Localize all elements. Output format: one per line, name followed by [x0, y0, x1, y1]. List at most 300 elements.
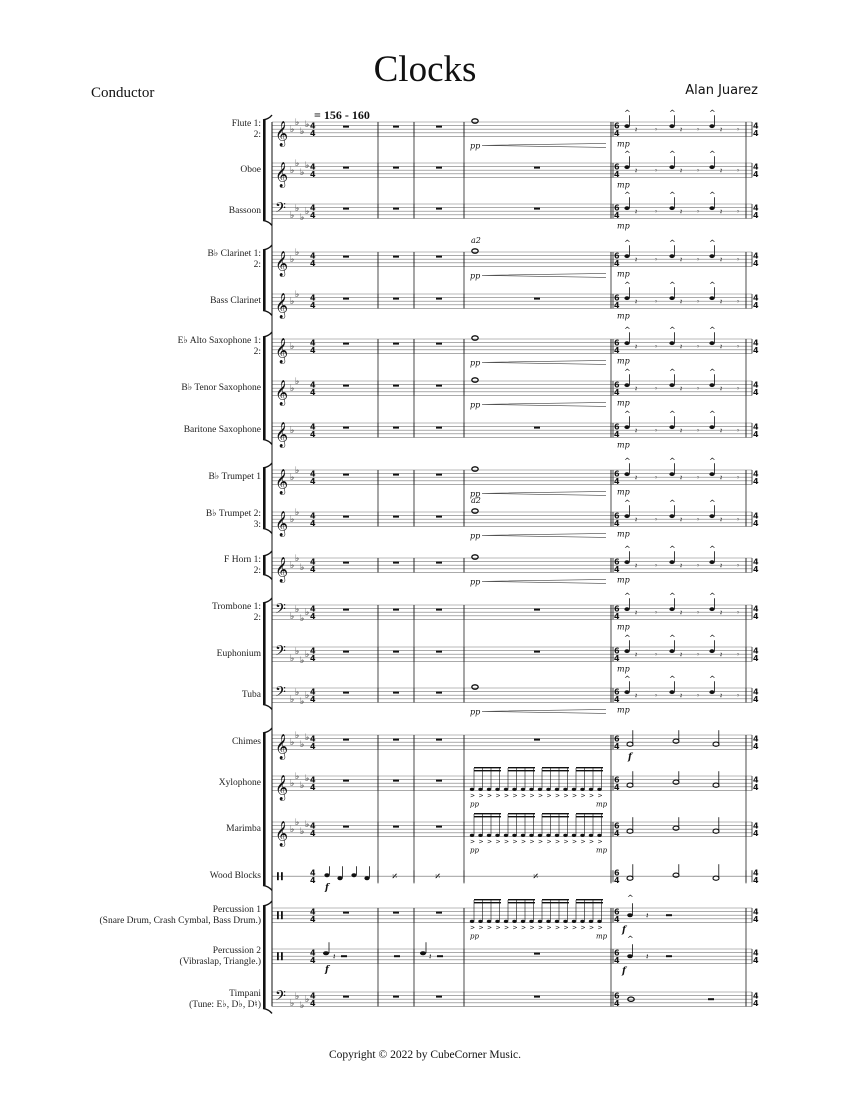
instrument-name: Baritone Saxophone: [183, 425, 261, 436]
svg-text:♭: ♭: [300, 740, 305, 750]
svg-text:𝄽: 𝄽: [720, 427, 723, 436]
svg-text:𝄢: 𝄢: [275, 643, 286, 663]
svg-text:>: >: [504, 838, 510, 846]
svg-text:♭: ♭: [300, 656, 305, 666]
svg-text:𝄽: 𝄽: [635, 651, 638, 660]
svg-text:4: 4: [753, 380, 759, 390]
svg-text:♭: ♭: [290, 426, 295, 436]
svg-text:4: 4: [753, 868, 759, 878]
svg-text:>: >: [495, 792, 501, 800]
svg-text:♭: ♭: [295, 377, 300, 387]
svg-text:6: 6: [614, 646, 620, 656]
svg-text:^: ^: [624, 592, 631, 601]
svg-text:4: 4: [753, 742, 759, 752]
svg-text:𝄾: 𝄾: [655, 427, 657, 436]
svg-text:𝄾: 𝄾: [655, 256, 657, 265]
svg-text:4: 4: [753, 477, 759, 487]
svg-text:4: 4: [310, 469, 316, 479]
svg-text:𝄾: 𝄾: [655, 516, 657, 525]
svg-text:pp: pp: [470, 358, 481, 368]
svg-text:𝄽: 𝄽: [720, 385, 723, 394]
svg-text:>: >: [478, 838, 484, 846]
svg-text:𝄾: 𝄾: [737, 208, 739, 217]
svg-text:mp: mp: [617, 139, 630, 149]
svg-text:a2: a2: [471, 236, 481, 245]
svg-text:^: ^: [624, 545, 631, 554]
svg-text:𝄽: 𝄽: [646, 911, 649, 921]
svg-text:>: >: [521, 924, 527, 932]
svg-text:^: ^: [669, 592, 676, 601]
svg-text:>: >: [580, 838, 586, 846]
svg-text:4: 4: [310, 868, 316, 878]
svg-text:4: 4: [753, 301, 759, 311]
svg-text:♭: ♭: [300, 697, 305, 707]
instrument-name: E♭ Alto Saxophone 1:: [177, 336, 261, 347]
svg-text:4: 4: [614, 170, 620, 180]
svg-text:4: 4: [310, 654, 316, 664]
svg-text:4: 4: [310, 687, 316, 697]
svg-text:6: 6: [614, 162, 620, 172]
svg-text:>: >: [470, 924, 476, 932]
svg-text:𝄾: 𝄾: [737, 126, 739, 135]
svg-text:4: 4: [614, 956, 620, 966]
svg-text:4: 4: [614, 876, 620, 886]
svg-text:4: 4: [753, 519, 759, 529]
svg-text:6: 6: [614, 948, 620, 958]
svg-text:♭: ♭: [295, 554, 300, 564]
svg-text:𝄞: 𝄞: [275, 511, 289, 537]
svg-text:4: 4: [753, 907, 759, 917]
instrument-name: Trombone 1:: [211, 602, 261, 613]
svg-text:𝄽: 𝄽: [720, 474, 723, 483]
instrument-name: B♭ Tenor Saxophone: [181, 383, 261, 394]
instrument-subtitle: 2:: [253, 613, 261, 624]
svg-text:^: ^: [624, 675, 631, 684]
svg-text:𝄾: 𝄾: [655, 562, 657, 571]
svg-text:mp: mp: [617, 622, 630, 632]
svg-text:4: 4: [310, 991, 316, 1001]
svg-text:𝄾: 𝄾: [697, 651, 699, 660]
svg-text:♭: ♭: [290, 297, 295, 307]
svg-text:pp: pp: [470, 400, 481, 410]
svg-text:4: 4: [310, 346, 316, 356]
svg-text:4: 4: [614, 129, 620, 139]
svg-text:𝄽: 𝄽: [635, 167, 638, 176]
svg-text:4: 4: [310, 422, 316, 432]
svg-text:>: >: [597, 792, 603, 800]
svg-text:4: 4: [310, 612, 316, 622]
svg-text:>: >: [487, 924, 493, 932]
svg-text:^: ^: [624, 634, 631, 643]
svg-text:𝄽: 𝄽: [635, 609, 638, 618]
svg-text:𝄽: 𝄽: [429, 952, 432, 962]
svg-text:mp: mp: [617, 311, 630, 321]
instrument-subtitle: 2:: [253, 566, 261, 577]
instrument-subtitle: (Vibraslap, Triangle.): [179, 957, 261, 968]
svg-text:^: ^: [624, 150, 631, 159]
svg-text:6: 6: [614, 203, 620, 213]
svg-text:𝄽: 𝄽: [646, 952, 649, 962]
svg-text:𝄞: 𝄞: [275, 380, 289, 406]
svg-text:𝄾: 𝄾: [697, 609, 699, 618]
svg-text:>: >: [512, 792, 518, 800]
svg-text:^: ^: [627, 935, 634, 945]
svg-text:4: 4: [753, 469, 759, 479]
svg-text:♭: ♭: [290, 779, 295, 789]
svg-text:pp: pp: [470, 707, 481, 717]
svg-text:♭: ♭: [300, 127, 305, 137]
svg-text:4: 4: [310, 956, 316, 966]
svg-text:4: 4: [614, 565, 620, 575]
svg-text:^: ^: [709, 239, 716, 248]
svg-text:𝄢: 𝄢: [275, 601, 286, 621]
svg-text:♭: ♭: [305, 207, 310, 217]
svg-text:4: 4: [753, 991, 759, 1001]
svg-text:mp: mp: [596, 932, 608, 941]
svg-text:4: 4: [310, 380, 316, 390]
svg-text:𝄾: 𝄾: [737, 474, 739, 483]
svg-text:♭: ♭: [290, 999, 295, 1009]
svg-text:𝄞: 𝄞: [275, 734, 289, 760]
svg-text:𝄾: 𝄾: [737, 256, 739, 265]
svg-text:>: >: [504, 792, 510, 800]
svg-text:^: ^: [709, 675, 716, 684]
svg-text:♭: ♭: [290, 384, 295, 394]
svg-text:>: >: [563, 838, 569, 846]
tempo-marking: = 156 - 160: [314, 108, 370, 122]
svg-text:6: 6: [614, 293, 620, 303]
svg-text:mp: mp: [617, 398, 630, 408]
svg-text:4: 4: [753, 430, 759, 440]
svg-text:4: 4: [310, 511, 316, 521]
svg-text:𝄾: 𝄾: [655, 167, 657, 176]
svg-text:𝄞: 𝄞: [275, 251, 289, 277]
svg-text:4: 4: [310, 338, 316, 348]
svg-text:4: 4: [310, 783, 316, 793]
svg-text:𝄽: 𝄽: [720, 562, 723, 571]
svg-text:𝄽: 𝄽: [680, 256, 683, 265]
svg-text:4: 4: [753, 775, 759, 785]
instrument-subtitle: 2:: [253, 260, 261, 271]
svg-text:𝄾: 𝄾: [737, 298, 739, 307]
svg-text:4: 4: [310, 907, 316, 917]
svg-text:4: 4: [753, 511, 759, 521]
svg-text:♭: ♭: [300, 781, 305, 791]
svg-text:♭: ♭: [295, 731, 300, 741]
svg-text:f: f: [628, 752, 632, 763]
svg-text:4: 4: [310, 129, 316, 139]
svg-text:^: ^: [669, 281, 676, 290]
instrument-name: B♭ Trumpet 2:: [205, 509, 261, 520]
svg-text:𝄽: 𝄽: [635, 208, 638, 217]
svg-text:𝄢: 𝄢: [275, 200, 286, 220]
svg-text:𝄞: 𝄞: [275, 469, 289, 495]
svg-text:6: 6: [614, 821, 620, 831]
svg-text:♭: ♭: [305, 995, 310, 1005]
svg-text:^: ^: [669, 150, 676, 159]
svg-text:♭: ♭: [295, 772, 300, 782]
composer-name: Alan Juarez: [685, 83, 758, 98]
svg-text:𝄽: 𝄽: [635, 427, 638, 436]
svg-text:4: 4: [753, 129, 759, 139]
svg-text:^: ^: [624, 109, 631, 118]
svg-text:♭: ♭: [295, 159, 300, 169]
svg-text:4: 4: [310, 203, 316, 213]
svg-text:>: >: [538, 924, 544, 932]
svg-text:♭: ♭: [290, 612, 295, 622]
svg-text:pp: pp: [470, 271, 481, 281]
svg-text:𝄽: 𝄽: [680, 562, 683, 571]
svg-text:𝄽: 𝄽: [720, 609, 723, 618]
svg-text:mp: mp: [617, 529, 630, 539]
svg-text:𝄽: 𝄽: [635, 692, 638, 701]
svg-text:>: >: [572, 792, 578, 800]
svg-text:𝄾: 𝄾: [737, 516, 739, 525]
svg-text:pp: pp: [470, 932, 479, 941]
svg-text:6: 6: [614, 604, 620, 614]
svg-text:♭: ♭: [290, 166, 295, 176]
svg-text:4: 4: [753, 915, 759, 925]
svg-text:>: >: [538, 838, 544, 846]
svg-text:𝄽: 𝄽: [635, 298, 638, 307]
svg-text:>: >: [512, 838, 518, 846]
svg-text:>: >: [597, 838, 603, 846]
copyright-notice: Copyright © 2022 by CubeCorner Music.: [328, 1049, 522, 1061]
svg-text:4: 4: [753, 956, 759, 966]
svg-text:mp: mp: [617, 705, 630, 715]
svg-text:4: 4: [310, 604, 316, 614]
svg-text:^: ^: [669, 675, 676, 684]
svg-text:6: 6: [614, 511, 620, 521]
svg-text:4: 4: [753, 251, 759, 261]
svg-text:4: 4: [753, 293, 759, 303]
svg-text:^: ^: [627, 894, 634, 904]
svg-text:mp: mp: [617, 664, 630, 674]
svg-text:^: ^: [669, 368, 676, 377]
svg-text:^: ^: [624, 326, 631, 335]
svg-text:^: ^: [709, 281, 716, 290]
svg-text:𝄎: 𝄎: [533, 870, 539, 884]
svg-text:♭: ♭: [290, 342, 295, 352]
instrument-name: Flute 1:: [231, 119, 261, 130]
svg-text:𝄽: 𝄽: [635, 126, 638, 135]
instrument-name: Bassoon: [228, 206, 261, 217]
svg-text:>: >: [495, 838, 501, 846]
svg-text:𝄽: 𝄽: [680, 208, 683, 217]
svg-text:♭: ♭: [305, 650, 310, 660]
svg-text:>: >: [470, 792, 476, 800]
svg-text:4: 4: [310, 948, 316, 958]
svg-text:>: >: [572, 838, 578, 846]
svg-text:𝄎: 𝄎: [435, 870, 441, 884]
svg-text:𝄾: 𝄾: [697, 474, 699, 483]
svg-text:^: ^: [709, 109, 716, 118]
svg-text:4: 4: [310, 695, 316, 705]
svg-text:𝄽: 𝄽: [720, 516, 723, 525]
svg-text:𝄽: 𝄽: [680, 651, 683, 660]
svg-text:𝄾: 𝄾: [655, 385, 657, 394]
svg-text:^: ^: [669, 191, 676, 200]
svg-text:𝄽: 𝄽: [720, 651, 723, 660]
svg-text:>: >: [546, 838, 552, 846]
svg-text:♭: ♭: [300, 213, 305, 223]
svg-text:𝄽: 𝄽: [680, 692, 683, 701]
instrument-name: Tuba: [241, 690, 261, 701]
svg-text:4: 4: [310, 829, 316, 839]
svg-text:>: >: [521, 838, 527, 846]
svg-text:♭: ♭: [300, 827, 305, 837]
svg-text:>: >: [529, 792, 535, 800]
svg-text:♭: ♭: [305, 691, 310, 701]
score-title: Clocks: [373, 49, 477, 90]
svg-text:a2: a2: [471, 496, 481, 505]
svg-text:4: 4: [753, 876, 759, 886]
svg-text:^: ^: [709, 634, 716, 643]
svg-text:4: 4: [753, 170, 759, 180]
svg-text:^: ^: [669, 109, 676, 118]
svg-text:6: 6: [614, 775, 620, 785]
svg-text:4: 4: [310, 477, 316, 487]
svg-text:𝄾: 𝄾: [737, 343, 739, 352]
svg-text:^: ^: [624, 499, 631, 508]
svg-text:𝄽: 𝄽: [680, 427, 683, 436]
svg-text:4: 4: [753, 612, 759, 622]
svg-text:^: ^: [669, 634, 676, 643]
svg-text:𝄞: 𝄞: [275, 775, 289, 801]
svg-text:4: 4: [753, 259, 759, 269]
svg-text:♭: ♭: [290, 255, 295, 265]
svg-text:>: >: [555, 792, 561, 800]
svg-text:𝄽: 𝄽: [720, 208, 723, 217]
svg-text:♭: ♭: [295, 818, 300, 828]
svg-text:𝄽: 𝄽: [635, 562, 638, 571]
instrument-name: F Horn 1:: [224, 555, 261, 566]
svg-text:f: f: [325, 965, 329, 976]
svg-text:𝄾: 𝄾: [737, 427, 739, 436]
svg-text:^: ^: [709, 545, 716, 554]
svg-text:mp: mp: [596, 800, 608, 809]
svg-text:4: 4: [753, 654, 759, 664]
svg-text:^: ^: [709, 368, 716, 377]
svg-text:4: 4: [310, 121, 316, 131]
svg-text:^: ^: [669, 545, 676, 554]
svg-text:𝄽: 𝄽: [680, 516, 683, 525]
svg-text:𝄾: 𝄾: [697, 126, 699, 135]
svg-text:pp: pp: [470, 800, 479, 809]
svg-text:𝄽: 𝄽: [720, 126, 723, 135]
svg-text:♭: ♭: [300, 563, 305, 573]
svg-text:6: 6: [614, 121, 620, 131]
svg-text:𝄽: 𝄽: [720, 692, 723, 701]
svg-text:4: 4: [753, 948, 759, 958]
svg-text:4: 4: [614, 695, 620, 705]
svg-text:>: >: [597, 924, 603, 932]
svg-text:4: 4: [310, 876, 316, 886]
svg-text:4: 4: [614, 783, 620, 793]
svg-text:>: >: [589, 792, 595, 800]
svg-text:4: 4: [753, 687, 759, 697]
svg-text:f: f: [325, 883, 329, 894]
svg-text:>: >: [512, 924, 518, 932]
svg-text:4: 4: [310, 775, 316, 785]
svg-text:>: >: [555, 838, 561, 846]
svg-text:f: f: [622, 925, 626, 936]
svg-text:4: 4: [310, 211, 316, 221]
svg-text:pp: pp: [470, 846, 479, 855]
svg-text:𝄽: 𝄽: [680, 298, 683, 307]
svg-text:♭: ♭: [295, 118, 300, 128]
svg-text:𝄾: 𝄾: [655, 343, 657, 352]
svg-text:𝄾: 𝄾: [697, 256, 699, 265]
instrument-name: Percussion 2: [212, 946, 261, 957]
svg-text:4: 4: [310, 170, 316, 180]
svg-text:pp: pp: [470, 489, 481, 499]
svg-text:♭: ♭: [295, 248, 300, 258]
svg-text:4: 4: [753, 604, 759, 614]
svg-text:4: 4: [310, 999, 316, 1009]
svg-text:>: >: [470, 838, 476, 846]
svg-text:6: 6: [614, 991, 620, 1001]
svg-text:^: ^: [624, 368, 631, 377]
svg-text:4: 4: [614, 211, 620, 221]
svg-text:𝄽: 𝄽: [635, 385, 638, 394]
svg-text:4: 4: [310, 557, 316, 567]
svg-text:mp: mp: [617, 440, 630, 450]
svg-text:4: 4: [753, 565, 759, 575]
svg-text:^: ^: [709, 326, 716, 335]
instrument-name: B♭ Trumpet 1: [208, 472, 261, 483]
svg-text:4: 4: [753, 734, 759, 744]
svg-text:>: >: [478, 792, 484, 800]
svg-text:𝄾: 𝄾: [655, 609, 657, 618]
svg-text:𝄎: 𝄎: [392, 870, 398, 884]
svg-text:𝄾: 𝄾: [655, 692, 657, 701]
instrument-name: Timpani: [229, 989, 261, 1000]
svg-text:♭: ♭: [295, 466, 300, 476]
svg-text:𝄾: 𝄾: [737, 692, 739, 701]
svg-text:4: 4: [753, 821, 759, 831]
svg-text:>: >: [529, 838, 535, 846]
svg-text:4: 4: [310, 915, 316, 925]
instrument-subtitle: 2:: [253, 347, 261, 358]
svg-text:^: ^: [624, 239, 631, 248]
svg-text:>: >: [546, 792, 552, 800]
instrument-name: Euphonium: [216, 649, 261, 660]
svg-text:>: >: [487, 792, 493, 800]
svg-text:>: >: [563, 792, 569, 800]
svg-text:4: 4: [310, 565, 316, 575]
svg-text:>: >: [580, 792, 586, 800]
svg-text:𝄽: 𝄽: [680, 385, 683, 394]
instrument-subtitle: (Snare Drum, Crash Cymbal, Bass Drum.): [99, 916, 261, 927]
svg-text:>: >: [495, 924, 501, 932]
svg-text:𝄾: 𝄾: [737, 609, 739, 618]
svg-text:4: 4: [310, 646, 316, 656]
svg-text:♭: ♭: [290, 654, 295, 664]
svg-text:𝄾: 𝄾: [737, 385, 739, 394]
svg-text:𝄽: 𝄽: [635, 256, 638, 265]
svg-text:4: 4: [753, 695, 759, 705]
svg-text:𝄽: 𝄽: [720, 298, 723, 307]
svg-text:𝄞: 𝄞: [275, 821, 289, 847]
svg-text:4: 4: [614, 829, 620, 839]
svg-text:4: 4: [753, 999, 759, 1009]
svg-text:6: 6: [614, 380, 620, 390]
svg-text:𝄞: 𝄞: [275, 121, 289, 147]
svg-text:𝄾: 𝄾: [737, 562, 739, 571]
svg-text:4: 4: [753, 121, 759, 131]
svg-text:^: ^: [669, 239, 676, 248]
